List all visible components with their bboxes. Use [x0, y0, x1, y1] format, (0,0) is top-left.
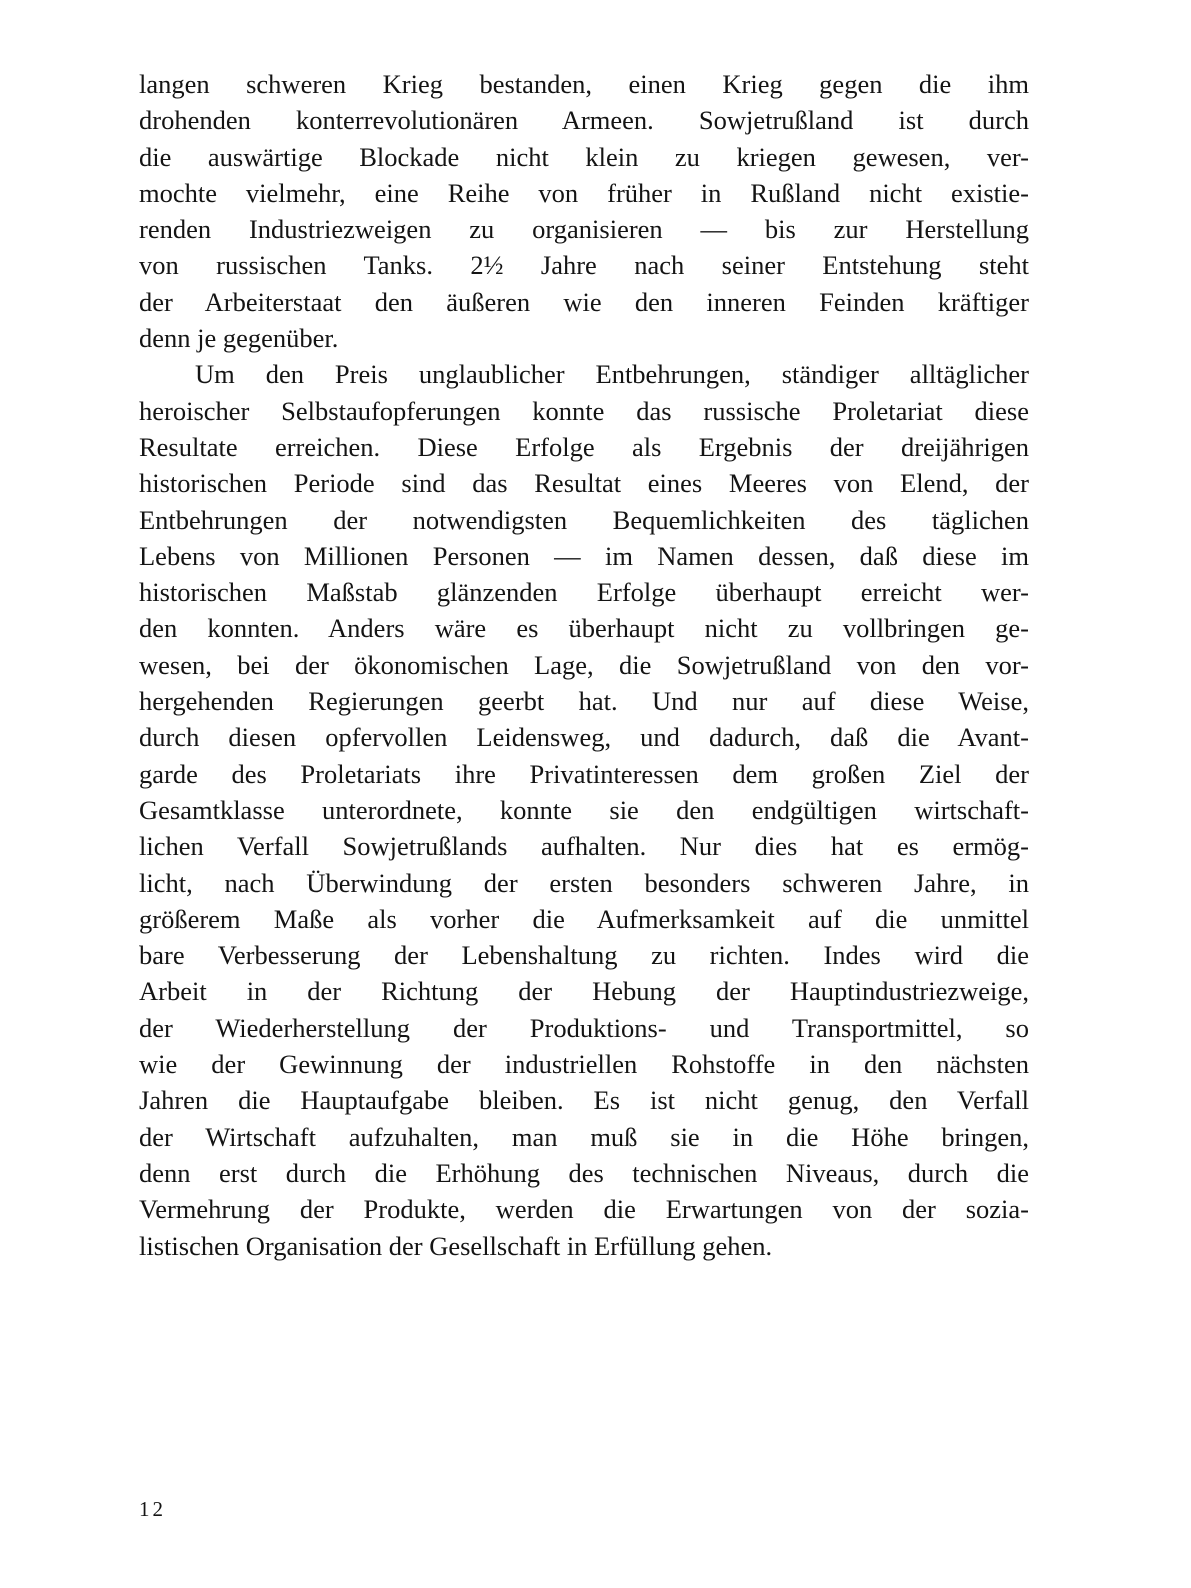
text-line: Arbeit in der Richtung der Hebung der Hauptindustriezweige,: [139, 976, 1029, 1007]
text-line: der Wirtschaft aufzuhalten, man muß sie in die Höhe bringen,: [139, 1121, 1029, 1152]
text-line: bare Verbesserung der Lebenshaltung zu richten. Indes wird die: [139, 940, 1029, 971]
text-line: größerem Maße als vorher die Aufmerksamkeit auf die unmittel: [139, 903, 1029, 934]
text-line: durch diesen opfervollen Leidensweg, und dadurch, daß die Avant-: [139, 722, 1029, 753]
text-line: Jahren die Hauptaufgabe bleiben. Es ist nicht genug, den Verfall: [139, 1085, 1029, 1116]
text-line: von russischen Tanks. 2½ Jahre nach seiner Entstehung steht: [139, 250, 1029, 281]
text-line: Lebens von Millionen Personen — im Namen dessen, daß diese im: [139, 540, 1029, 571]
text-line: listischen Organisation der Gesellschaft in Erfüllung gehen.: [139, 1230, 773, 1261]
text-line: lichen Verfall Sowjetrußlands aufhalten. Nur dies hat es ermög-: [139, 831, 1029, 862]
page-body: [139, 66, 1029, 1264]
text-line: Gesamtklasse unterordnete, konnte sie den endgültigen wirtschaft-: [139, 794, 1029, 825]
paragraph: [139, 66, 1029, 356]
text-line: mochte vielmehr, eine Reihe von früher in Rußland nicht existie-: [139, 177, 1029, 208]
text-line: licht, nach Überwindung der ersten besonders schweren Jahre, in: [139, 867, 1029, 898]
text-line: hergehenden Regierungen geerbt hat. Und nur auf diese Weise,: [139, 686, 1029, 717]
text-line: Resultate erreichen. Diese Erfolge als Ergebnis der dreijährigen: [139, 431, 1029, 462]
text-line: denn je gegenüber.: [139, 323, 339, 354]
paragraph: [139, 356, 1029, 1263]
text-line: der Wiederherstellung der Produktions- und Transportmittel, so: [139, 1012, 1029, 1043]
text-line: renden Industriezweigen zu organisieren — bis zur Herstellung: [139, 214, 1029, 245]
text-line: drohenden konterrevolutionären Armeen. Sowjetrußland ist durch: [139, 105, 1029, 136]
text-line: langen schweren Krieg bestanden, einen Krieg gegen die ihm: [139, 69, 1029, 99]
text-line: Vermehrung der Produkte, werden die Erwartungen von der sozia-: [139, 1194, 1029, 1225]
text-line: Um den Preis unglaublicher Entbehrungen, ständiger alltäglicher: [195, 359, 1029, 390]
text-line: wie der Gewinnung der industriellen Rohstoffe in den nächsten: [139, 1049, 1029, 1080]
text-line: historischen Maßstab glänzenden Erfolge überhaupt erreicht wer-: [139, 577, 1029, 608]
text-line: garde des Proletariats ihre Privatinteressen dem großen Ziel der: [139, 758, 1029, 789]
text-line: historischen Periode sind das Resultat eines Meeres von Elend, der: [139, 468, 1029, 499]
text-body: [139, 66, 1029, 1264]
text-line: heroischer Selbstaufopferungen konnte das russische Proletariat diese: [139, 395, 1029, 426]
text-line: den konnten. Anders wäre es überhaupt nicht zu vollbringen ge-: [139, 613, 1029, 644]
text-line: denn erst durch die Erhöhung des technischen Niveaus, durch die: [139, 1157, 1029, 1188]
text-line: Entbehrungen der notwendigsten Bequemlichkeiten des täglichen: [139, 504, 1029, 535]
page-number: 12: [139, 1497, 166, 1521]
text-line: die auswärtige Blockade nicht klein zu kriegen gewesen, ver-: [139, 141, 1029, 172]
text-line: der Arbeiterstaat den äußeren wie den inneren Feinden kräftiger: [139, 286, 1029, 317]
text-line: wesen, bei der ökonomischen Lage, die Sowjetrußland von den vor-: [139, 649, 1029, 680]
